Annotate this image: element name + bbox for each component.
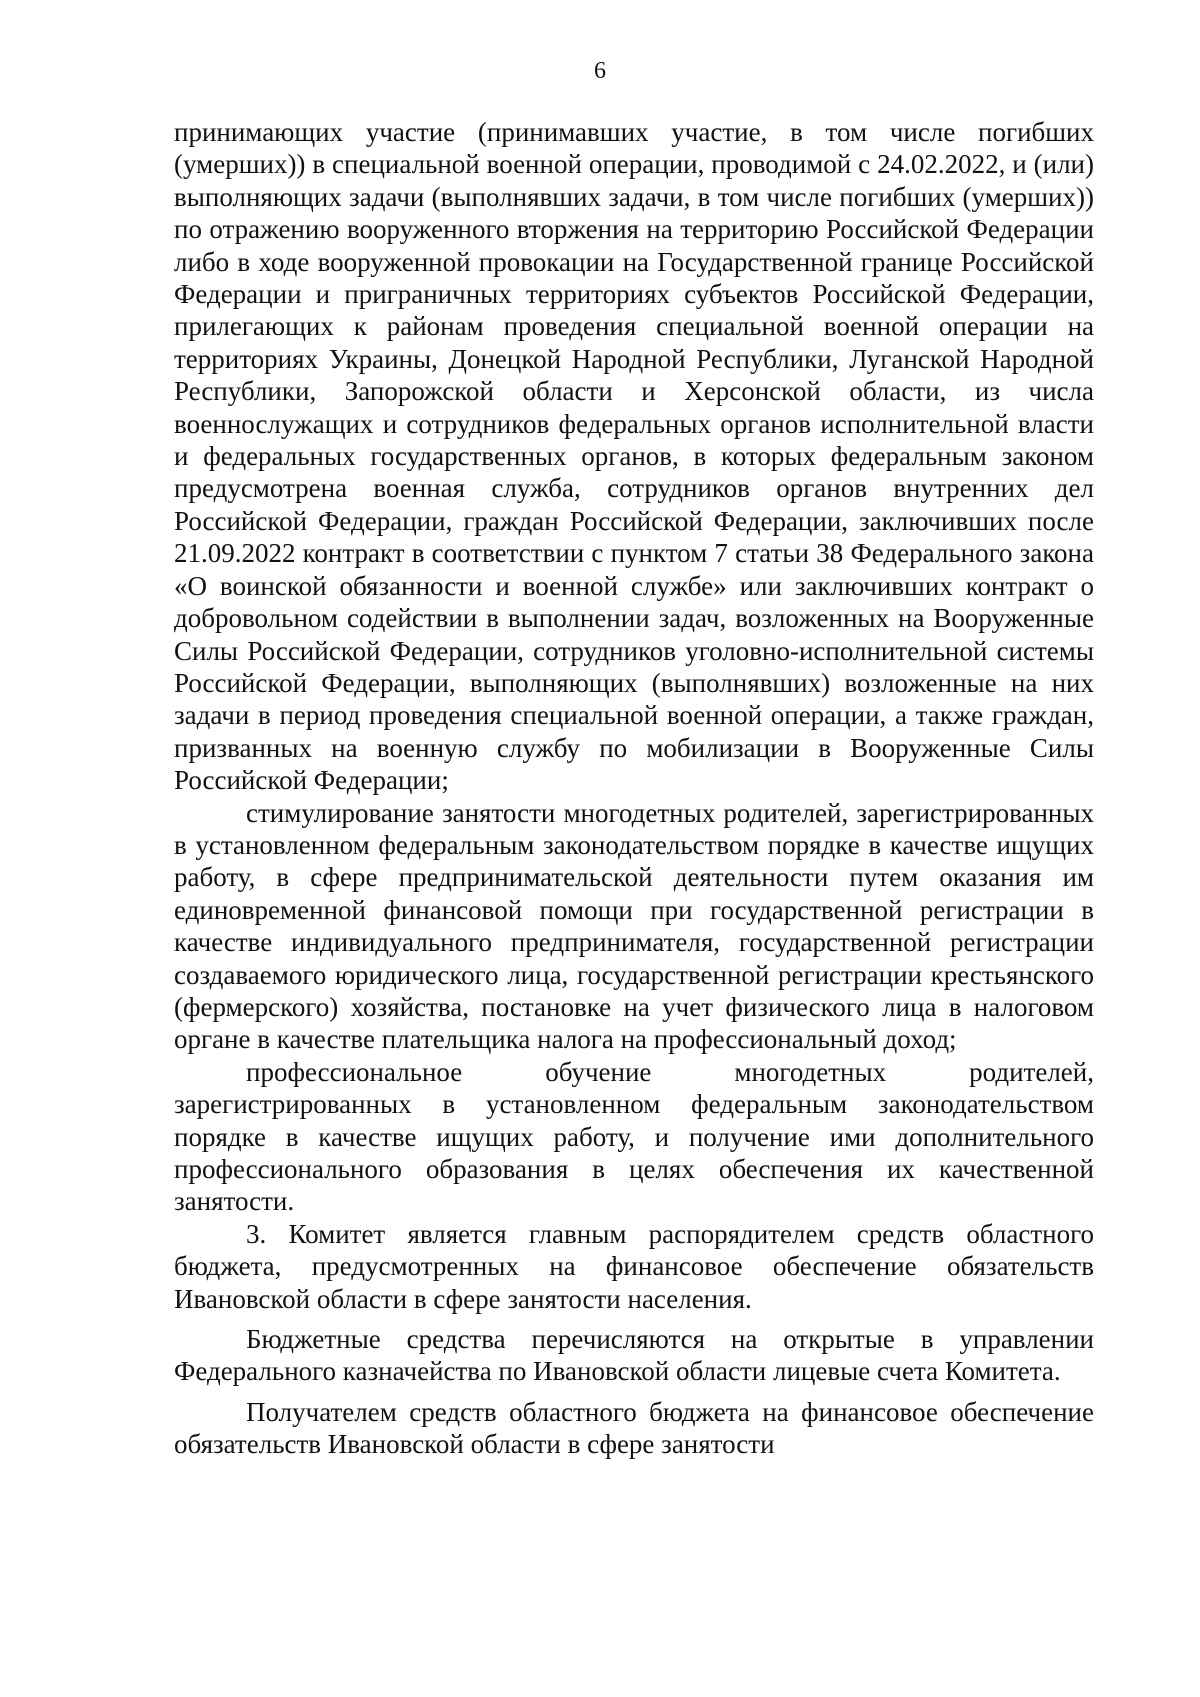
paragraph-funds-recipient: Получателем средств областного бюджета на финансовое обеспечение обязательств Ивановской области в сфере занятости bbox=[174, 1396, 1094, 1460]
paragraph-professional-training: профессиональное обучение многодетных родителей, зарегистрированных в установленном федеральным законодательством порядке в качестве ищущих работу, и получение ими дополнительного профессионального образования в целях обеспечения их качественной занятости. bbox=[174, 1056, 1094, 1217]
paragraph-employment-stimulation: стимулирование занятости многодетных родителей, зарегистрированных в установленном федеральным законодательством порядке в качестве ищущих работу, в сфере предпринимательской деятельности путем оказания им единовременной финансовой помощи при государственной регистрации в качестве индивидуального предпринимателя, государственной регистрации создаваемого юридического лица, государственной регистрации крестьянского (фермерского) хозяйства, постановке на учет физического лица в налоговом органе в качестве плательщика налога на профессиональный доход; bbox=[174, 797, 1094, 1055]
paragraph-budget-transfers: Бюджетные средства перечисляются на открытые в управлении Федерального казначейства по Ивановской области лицевые счета Комитета. bbox=[174, 1324, 1094, 1387]
document-body bbox=[174, 116, 1094, 1461]
paragraph-continuation: принимающих участие (принимавших участие, в том числе погибших (умерших)) в специальной военной операции, проводимой с 24.02.2022, и (или) выполняющих задачи (выполнявших задачи, в том числе погибших (умерших)) по отражению вооруженного вторжения на территорию Российской Федерации либо в ходе вооруженной провокации на Государственной границе Российской Федерации и приграничных территориях субъектов Российской Федерации, прилегающих к районам проведения специальной военной операции на территориях Украины, Донецкой Народной Республики, Луганской Народной Республики, Запорожской области и Херсонской области, из числа военнослужащих и сотрудников федеральных органов исполнительной власти и федеральных государственных органов, в которых федеральным законом предусмотрена военная служба, сотрудников органов внутренних дел Российской Федерации, граждан Российской Федерации, заключивших после 21.09.2022 контракт в соответствии с пунктом 7 статьи 38 Федерального закона «О воинской обязанности и военной службе» или заключивших контракт о добровольном содействии в выполнении задач, возложенных на Вооруженные Силы Российской Федерации, сотрудников уголовно-исполнительной системы Российской Федерации, выполняющих (выполнявших) возложенные на них задачи в период проведения специальной военной операции, а также граждан, призванных на военную службу по мобилизации в Вооруженные Силы Российской Федерации; bbox=[174, 117, 1094, 796]
page-number: 6 bbox=[594, 58, 606, 84]
paragraph-item-3: 3. Комитет является главным распорядителем средств областного бюджета, предусмотренных на финансовое обеспечение обязательств Ивановской области в сфере занятости населения. bbox=[174, 1218, 1094, 1314]
